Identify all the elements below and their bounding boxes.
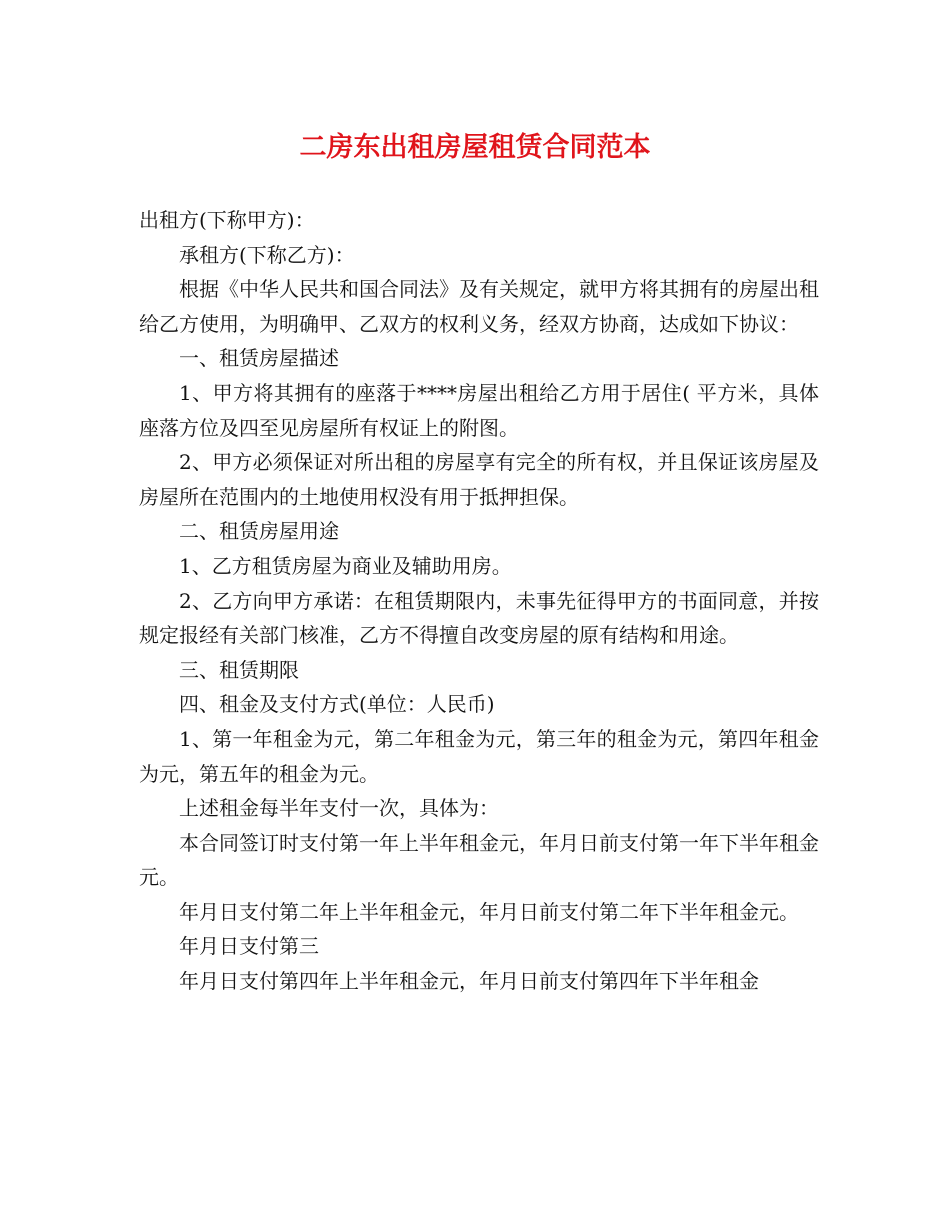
paragraph-lessor: 出租方(下称甲方)： [139,208,315,232]
paragraph-4-1: 1、第一年租金为元，第二年租金为元，第三年的租金为元，第四年租金为元，第五年的租金为元。 [139,726,819,786]
document-title: 二房东出租房屋租赁合同范本 [299,132,651,163]
paragraph-payment-year4: 年月日支付第四年上半年租金元，年月日前支付第四年下半年租金 [179,969,759,994]
section-heading-3: 三、租赁期限 [179,657,299,682]
document-body [139,203,819,999]
paragraph-1-2: 2、甲方必须保证对所出租的房屋享有完全的所有权，并且保证该房屋及房屋所在范围内的土地使用权没有用于抵押担保。 [139,450,819,509]
paragraph-payment-year2: 年月日支付第二年上半年租金元，年月日前支付第二年下半年租金元。 [179,899,799,924]
paragraph-preamble: 根据《中华人民共和国合同法》及有关规定，就甲方将其拥有的房屋出租给乙方使用，为明确甲、乙双方的权利义务，经双方协商，达成如下协议： [139,277,819,336]
section-heading-1: 一、租赁房屋描述 [179,346,339,371]
paragraph-1-1: 1、甲方将其拥有的座落于****房屋出租给乙方用于居住( 平方米，具体座落方位及四至见房屋所有权证上的附图。 [139,380,819,440]
paragraph-2-2: 2、乙方向甲方承诺：在租赁期限内，未事先征得甲方的书面同意，并按规定报经有关部门核准，乙方不得擅自改变房屋的原有结构和用途。 [139,588,819,648]
paragraph-lessee: 承租方(下称乙方)： [179,242,355,267]
section-heading-4: 四、租金及支付方式(单位：人民币) [179,692,495,717]
paragraph-2-1: 1、乙方租赁房屋为商业及辅助用房。 [179,553,512,578]
section-heading-2: 二、租赁房屋用途 [179,519,339,544]
paragraph-payment-year1: 本合同签订时支付第一年上半年租金元，年月日前支付第一年下半年租金元。 [139,830,819,890]
paragraph-payment-schedule: 上述租金每半年支付一次，具体为： [179,796,499,821]
paragraph-payment-year3: 年月日支付第三 [179,934,319,959]
